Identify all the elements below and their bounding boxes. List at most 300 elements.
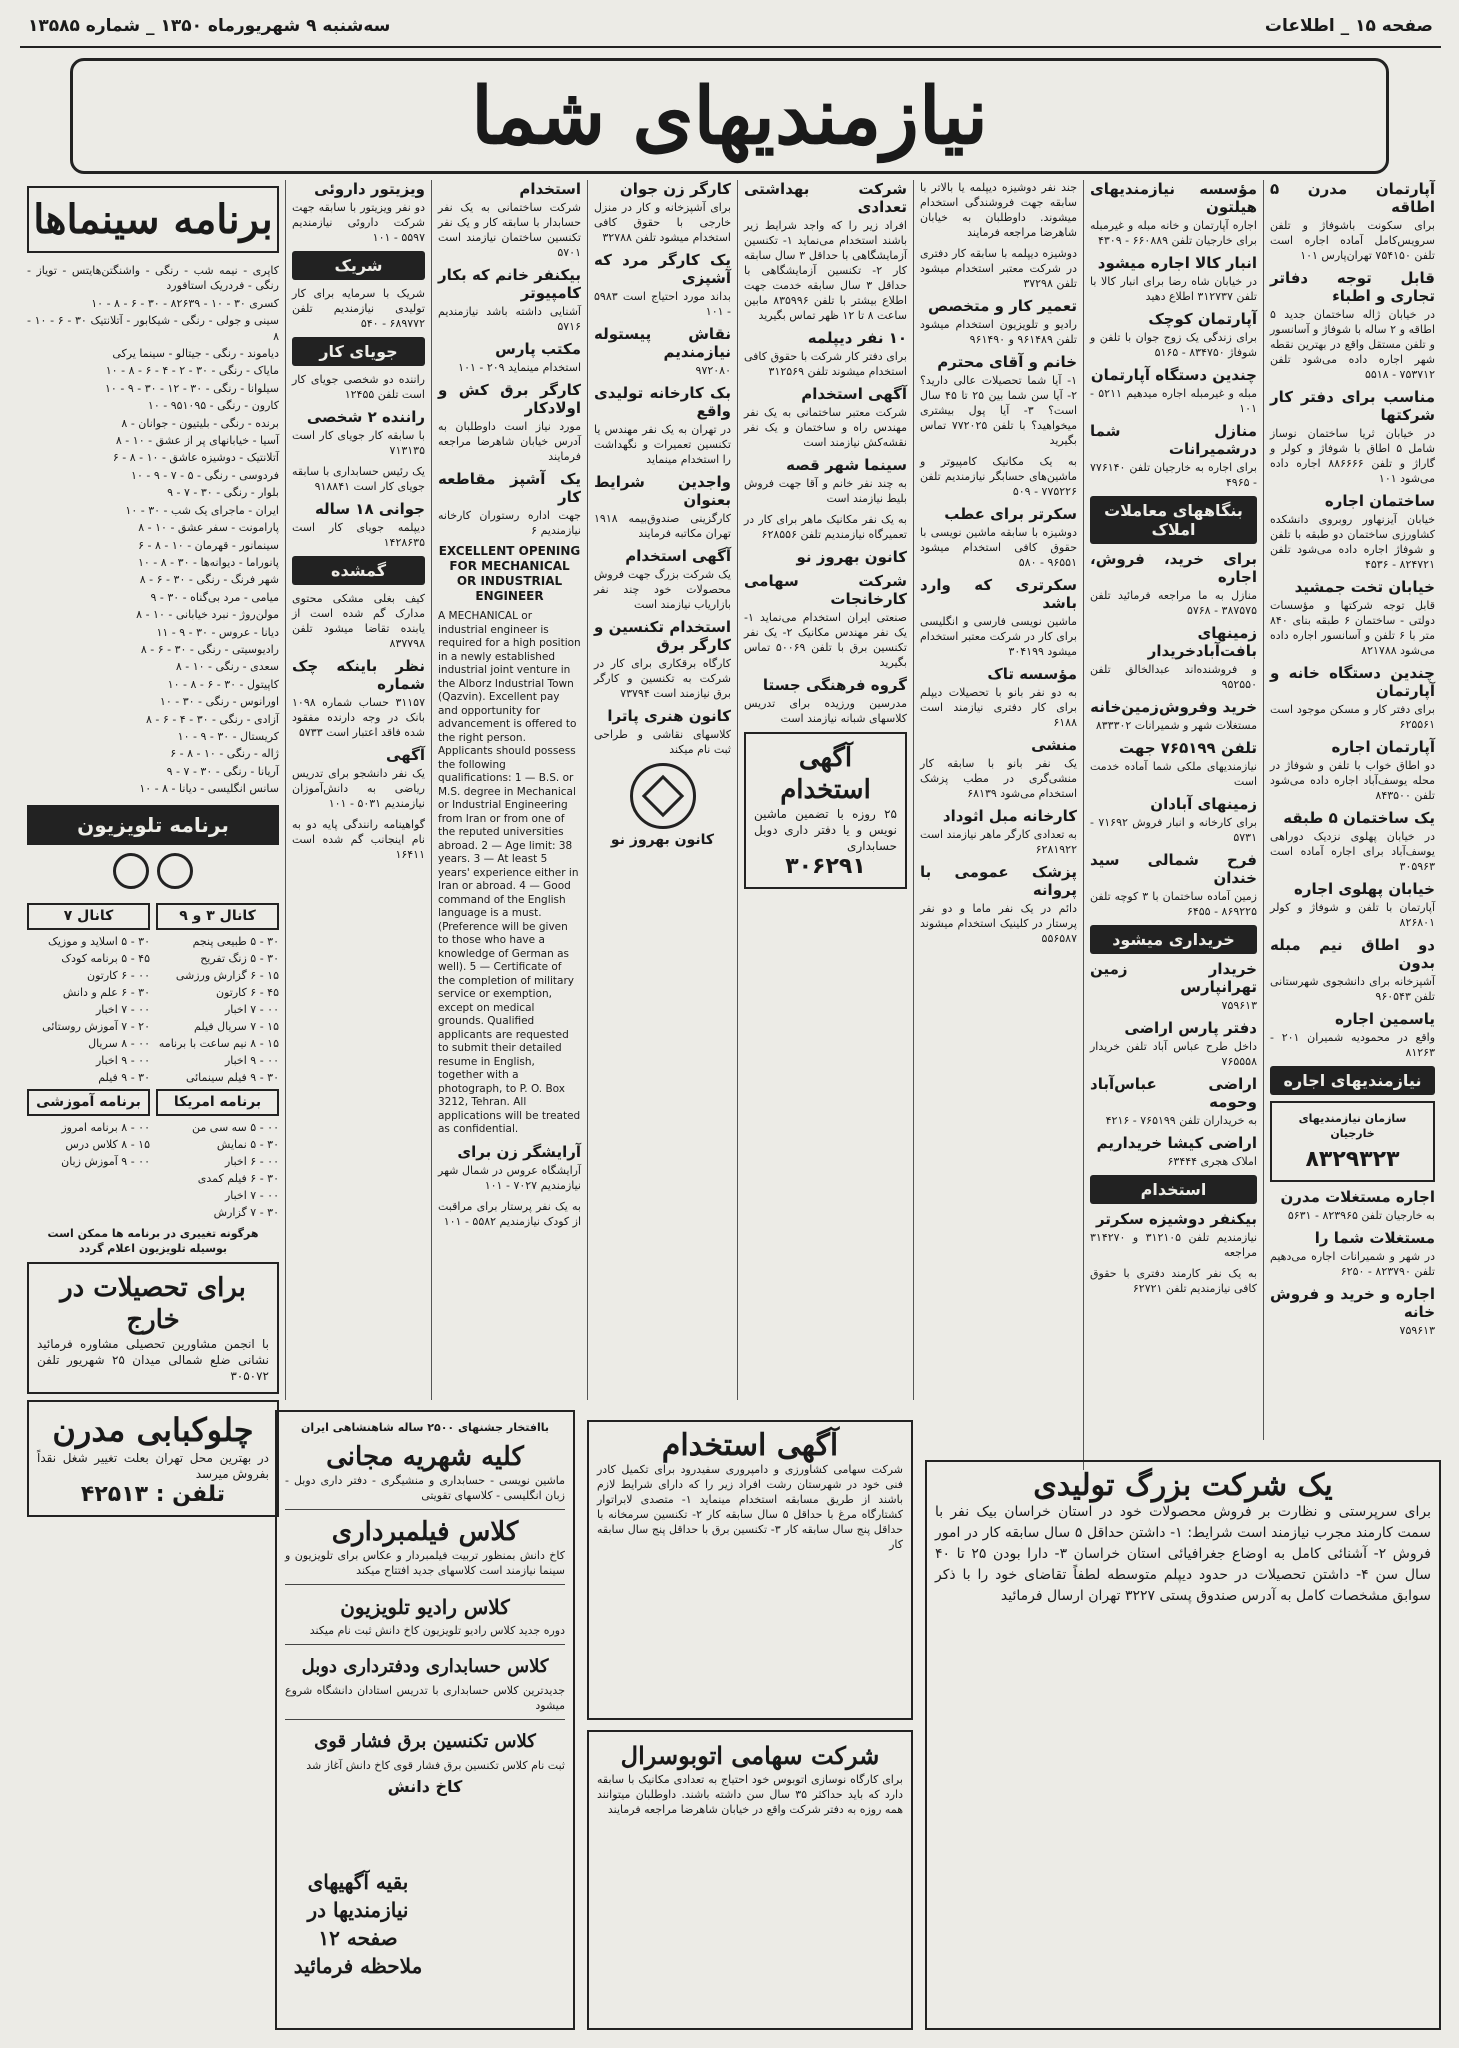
col1-ad-heading: خیابان تخت جمشید (1294, 578, 1435, 596)
logo-caption: کانون بهروز نو (610, 832, 715, 848)
col4-ad-body: صنعتی ایران استخدام می‌نماید ۱- یک نفر مهندس مکانیک ۲- یک نفر تکنسین برق با تلفن ۵۰۰۶۹ تماس بگیرید (744, 611, 907, 669)
col3-ad-9 (920, 807, 1077, 857)
cinema-item: میامی - مرد بی‌گناه - ۳۰ - ۹ (150, 590, 279, 604)
cinema-item: سعدی - رنگی - ۱۰ - ۸ (175, 660, 279, 674)
col5-ad-heading: بک کارخانه تولیدی واقع (594, 384, 731, 420)
ch7-head: کانال ۷ (27, 903, 150, 930)
col5-ad-body: یک شرکت بزرگ جهت فروش محصولات خود چند نفر بازاریاب نیازمند است (594, 568, 731, 611)
ch7-item: ۰۰ - ۸ سریال (88, 1036, 150, 1050)
col1-ad-body: در خیابان ژاله ساختمان جدید ۵ اطاقه و ۲ ساله با شوفاژ و آسانسور و تلفن مستقل واقع در بهترین نقطه شهر اجاره داده می‌شود تلفن ۷۵۳۷۱۲ - ۵۵۱۸ (1270, 308, 1436, 381)
col5-ad-body: برای آشپزخانه و کار در منزل خارجی با حقوق کافی استخدام میشود تلفن ۳۲۷۸۸ (594, 201, 731, 244)
col4-ad-1 (744, 329, 907, 379)
study-abroad-body: با انجمن مشاورین تحصیلی مشاوره فرمائید نشانی ضلع شمالی میدان ۲۵ شهریور تلفن ۳۰۵۰۷۲ (37, 1336, 270, 1383)
col6-ad-0 (438, 180, 581, 260)
col1-ad-heading: قابل توجه دفاتر تجاری و اطباء (1270, 269, 1435, 305)
col2b-ad-0 (1090, 550, 1257, 618)
kabab-head: چلوکبابی مدرن (52, 1410, 254, 1449)
col2-ad-1 (1090, 254, 1257, 304)
cinema-item: مایاک - رنگی - ۳۰ - ۲ - ۴ - ۶ - ۸ - ۱۰ (105, 364, 279, 378)
col7d-ad-body: گواهینامه رانندگی پایه دو به نام اینجانب گم شده است ۱۶۴۱۱ (292, 818, 425, 861)
banner-title: نیازمندیهای شما (471, 70, 988, 162)
col2c-ad-heading: اراضی کیشا خریداریم (1096, 1134, 1257, 1152)
col6-ad-heading: کارگر برق کش و اولادکار (438, 381, 581, 417)
col1-ad-heading: خیابان پهلوی اجاره (1294, 880, 1435, 898)
col5-ad-0 (594, 180, 731, 245)
col3-ad-body: ۱- آیا شما تحصیلات عالی دارید؟ ۲- آیا سن شما بین ۲۵ تا ۴۵ سال است؟ ۳- آیا پول بیشتری میخواهید؟ با تلفن ۷۷۲۰۲۵ تماس بگیرید (920, 374, 1077, 447)
col3-ad-2 (920, 297, 1077, 347)
col6-ad-4 (438, 470, 581, 538)
col6b-ad-heading: آرایشگر زن برای (457, 1142, 581, 1161)
cinema-item: آزادی - رنگی - ۳۰ - ۴ - ۶ - ۸ (146, 712, 279, 726)
col1-ad-5 (1270, 664, 1435, 732)
col7d-ad-0 (292, 591, 425, 651)
col2b-ad-5 (1090, 851, 1257, 919)
col4-ad-heading: آگهی استخدام (801, 385, 907, 403)
col4-ad-body: شرکت معتبر ساختمانی به یک نفر مهندس راه و ساختمان و یک نفر نقشه‌کش نیازمند است (744, 406, 907, 449)
col4-ad-heading: ۱۰ نفر دیپلمه (807, 329, 907, 347)
col1-ad-9 (1270, 936, 1435, 1004)
col3-ad-body: دوشیزه با سابقه ماشین نویسی با حقوق کافی استخدام میشود ۹۶۵۵۱ - ۵۸۰ (920, 526, 1077, 569)
col7d-ad-body: ۳۱۱۵۷ حساب شماره ۱۰۹۸ بانک در وجه دارنده مفقود شده فاقد اعتبار است ۵۷۳۳ (292, 696, 425, 739)
col2c-ad-2 (1090, 1075, 1257, 1128)
col1b-ad-1 (1270, 1229, 1435, 1279)
col1-ad-4 (1270, 578, 1435, 658)
rent-box-phone: ۸۳۲۹۳۲۳ (1305, 1147, 1400, 1172)
col1-ad-10 (1270, 1010, 1435, 1060)
col2b-ad-body: زمین آماده ساختمان با ۳ کوچه تلفن ۸۶۹۲۲۵ - ۶۴۵۵ (1090, 890, 1257, 918)
col3-ad-body: به دو نفر بانو با تحصیلات دیپلم برای کار دفتری نیازمند است ۶۱۸۸ (920, 686, 1077, 729)
col3-ad-body: ماشین نویسی فارسی و انگلیسی برای کار در شرکت معتبر استخدام میشود ۳۰۴۱۹۹ (920, 615, 1077, 658)
col1-ad-body: در خیابان پهلوی نزدیک دوراهی یوسف‌آباد برای اجاره آماده است ۳۰۵۹۶۳ (1270, 830, 1435, 873)
edu-item: ۰۰ - ۹ آموزش زبان (61, 1154, 150, 1168)
cinema-item: کاپیتول - ۳۰ - ۶ - ۸ - ۱۰ (167, 677, 279, 691)
rent-box-body: سازمان نیازمندیهای خارجیان (1298, 1112, 1407, 1140)
tv-logo-icon (27, 853, 279, 893)
cinema-item: بلوار - رنگی - ۳۰ - ۷ - ۹ (167, 486, 279, 500)
us-item: ۳۰ - ۵ نمایش (216, 1137, 279, 1151)
cinema-item: ژاله - رنگی - ۱۰ - ۸ - ۶ (170, 747, 279, 761)
col2d-ad-body: به یک نفر کارمند دفتری با حقوق کافی نیازمندیم تلفن ۶۲۷۲۱ (1090, 1267, 1257, 1295)
col5-ad-3 (594, 384, 731, 467)
col7d-ad-2 (292, 746, 425, 811)
english-ad-body: A MECHANICAL or industrial engineer is required for a high position in a newly established industrial joint venture in the Alborz Industrial Town (Qazvin). Excellent pay and opportunity for advancement is offered to the right person. Applicants should possess the following qualifications: 1 — B.S. or M.S. degree in Mechanical or Industrial Engineering from Iran or from one of the reputed universities abroad. 2 — Age limit: 38 years. 3 — At least 5 years' experience either in Iran or abroad. 4 — Good command of the English language is a must. (Preference will be given to those who have a knowledge of German as well). 5 — Certificate of the completion of military service or exemption, except on medical grounds. Qualified applicants are requested to submit their detailed resume in English, together with a photograph, to P. O. Box 3212, Tehran. All applications will be treated as confidential. (438, 610, 581, 1135)
column-2 (1083, 180, 1263, 1470)
col7b-ad-0 (292, 286, 425, 331)
col3-ad-body: به یک مکانیک کامپیوتر و ماشین‌های حسابگر نیازمندیم تلفن ۷۷۵۲۲۶ - ۵۰۹ (920, 455, 1077, 498)
column-4 (737, 180, 913, 1400)
col5-ad-heading: یک کارگر مرد که آشپزی (594, 251, 731, 287)
col7c-ad-body: راننده دو شخصی جویای کار است تلفن ۱۲۴۵۵ (292, 373, 425, 401)
buying-head: خریداری میشود (1090, 925, 1257, 954)
col7-ad-body: دو نفر ویزیتور با سابقه جهت شرکت داروئی نیازمندیم ۵۵۹۷ - ۱۰۱ (292, 201, 425, 244)
cinema-list (27, 263, 279, 797)
cinema-item: پارامونت - سفر عشق - ۱۰ - ۸ (138, 521, 279, 535)
col1-ad-body: خیابان آیزنهاور روبروی دانشکده کشاورزی ساختمان دو طبقه با تلفن و شوفاژ اجاره داده می‌شود تلفن ۸۲۴۷۲۱ - ۴۵۳۶ (1270, 513, 1435, 571)
col5-ad-1 (594, 251, 731, 319)
col7-ad-heading: ویزیتور داروئی (314, 180, 425, 198)
employment-box-phone: ۳۰۶۲۹۱ (785, 854, 866, 879)
ch7-item: ۳۰ - ۵ اسلاید و موزیک (48, 934, 150, 948)
col3-ad-body: رادیو و تلویزیون استخدام میشود تلفن ۹۶۱۴۸۹ و ۹۶۱۴۹۰ (920, 318, 1077, 346)
col3-ad-heading: سکرتری که وارد باشد (920, 576, 1077, 612)
col3-ad-10 (920, 863, 1077, 946)
col4-ad-0 (744, 180, 907, 323)
col3-ad-heading: پزشک عمومی با پروانه (920, 863, 1077, 899)
col7c-ad-heading: راننده ۲ شخصی (306, 408, 425, 426)
col5-ad-heading: واجدین شرایط بعنوان (594, 473, 731, 509)
col1b-ad-2 (1270, 1285, 1435, 1338)
col5-ad-2 (594, 325, 731, 378)
realestate-head: بنگاههای معاملات املاک (1090, 496, 1257, 544)
employment-box (744, 732, 907, 889)
col7c-ad-2 (292, 464, 425, 494)
col4-ad-body: افراد زیر را که واجد شرایط زیر باشند استخدام می‌نماید ۱- تکنسین آزمایشگاهی با حداقل ۳ سال سابقه کار ۲- تکنسین آزمایشگاهی با حداقل ۳ سال سابقه خدمت جهت اطلاع بیشتر با تلفن ۸۳۵۹۹۶ مابین ساعت ۸ تا ۱۲ ظهر تماس بگیرید (744, 219, 908, 322)
ch9-item: ۳۰ - ۵ زنگ تفریح (200, 951, 279, 965)
col1-ad-heading: مناسب برای دفتر کار شرکتها (1270, 388, 1435, 424)
col7c-ad-0 (292, 372, 425, 402)
col2b-ad-heading: زمینهای بافت‌آبادخریدار (1147, 624, 1257, 660)
cinema-item: دیاموند - رنگی - جیتالو - سینما یرکی (112, 347, 279, 361)
cinema-item: ایران - ماجرای یک شب - ۳۰ - ۱۰ (125, 503, 279, 517)
col6b-ad-body: به یک نفر پرستار برای مراقبت از کودک نیازمندیم ۵۵۸۲ - ۱۰۱ (438, 1199, 581, 1228)
col2d-ad-0 (1090, 1210, 1257, 1260)
ch9-head: کانال ۳ و ۹ (156, 903, 279, 930)
us-item: ۰۰ - ۶ اخبار (224, 1154, 279, 1168)
col5-ad-heading: کارگر زن جوان (619, 180, 731, 198)
ch7-item: ۴۵ - ۵ برنامه کودک (61, 951, 150, 965)
col6-ad-heading: استخدام (519, 180, 581, 198)
col6-ad-body: مورد نیاز است داوطلبان به آدرس خیابان شاهرضا مراجعه فرمایند (438, 420, 581, 463)
col6-ad-body: شرکت ساختمانی به یک نفر حسابدار با سابقه کار و یک نفر تکنسین ساختمان نیازمند است ۵۷۰۱ (438, 201, 581, 259)
col5-ad-7 (594, 707, 731, 757)
col1-ad-1 (1270, 269, 1435, 382)
col7d-ad-body: کیف بغلی مشکی محتوی مدارک گم شده است از یابنده تقاضا میشود تلفن ۸۳۷۷۹۸ (292, 592, 425, 650)
col2c-ad-0 (1090, 960, 1257, 1013)
section-banner (70, 58, 1389, 174)
col2c-ad-body: به خریداران تلفن ۷۶۵۱۹۹ - ۴۲۱۶ (1105, 1114, 1257, 1127)
col4-ad-heading: گروه فرهنگی جستا (762, 676, 907, 694)
col1b-ad-heading: مستغلات شما را (1314, 1229, 1435, 1247)
cinema-item: رادیوسیتی - رنگی - ۳۰ - ۶ - ۸ (140, 642, 279, 656)
col1-ad-heading: ساختمان اجاره (1324, 492, 1435, 510)
us-item: ۰۰ - ۵ سه سی من (192, 1120, 279, 1134)
col2-ad-2 (1090, 310, 1257, 360)
cinema-item: کاپری - نیمه شب - رنگی - واشنگتن‌هایتس - تویاز - رنگی - فردریک استافورد (27, 264, 279, 293)
col2c-ad-heading: اراضی عباس‌آباد وحومه (1090, 1075, 1257, 1111)
col1-ad-3 (1270, 492, 1435, 572)
col2-ad-heading: چندین دستگاه آپارتمان (1090, 366, 1257, 384)
col1-ad-body: برای سکونت باشوفاژ و تلفن سرویس‌کامل آماده اجاره است تلفن ۷۵۴۱۵۰ تهران‌پارس ۱۰۱ (1270, 219, 1435, 262)
issue-date: سه‌شنبه ۹ شهریورماه ۱۳۵۰ _ شماره ۱۳۵۸۵ (28, 16, 391, 36)
col1-ad-body: برای دفتر کار و مسکن موجود است ۶۲۵۵۶۱ (1270, 703, 1435, 731)
column-3-bottom (913, 1410, 1083, 1450)
cinema-item: آتلانتیک - دوشیزه عاشق - ۱۰ - ۸ - ۶ (112, 451, 279, 465)
col6b-ad-0 (438, 1143, 581, 1193)
col7c-ad-1 (292, 408, 425, 458)
autobus-body: برای کارگاه نوسازی اتوبوس خود احتیاج به تعدادی مکانیک با سابقه دارد که باید حداکثر ۳۵ سال سن داشته باشند. داوطلبان میتوانند همه روزه به دفتر شرکت واقع در خیابان شاهرضا مراجعه فرمایند (597, 1773, 904, 1816)
us-item: ۳۰ - ۶ فیلم کمدی (197, 1171, 279, 1185)
kabab-phone: تلفن : ۴۲۵۱۳ (80, 1481, 226, 1507)
col3-ad-body: جند نفر دوشیزه دیپلمه یا بالاتر با سابقه جهت فروشندگی استخدام میشوند. داوطلبان به خیابان شاهرضا مراجعه فرمایند (920, 181, 1077, 239)
tv-title: برنامه تلویزیون (27, 805, 279, 845)
ch7-item: ۳۰ - ۹ فیلم (98, 1070, 150, 1084)
col2-ad-heading: منازل شما درشمیرانات (1090, 422, 1257, 458)
col3-ad-heading: مؤسسه تاک (987, 665, 1077, 683)
cinema-item: سانس انگلیسی - دیانا - ۸ - ۱۰ (139, 782, 279, 796)
col2-ad-4 (1090, 422, 1257, 490)
col1-ad-body: واقع در محمودیه شمیران ۲۰۱ - ۸۱۲۶۳ (1270, 1031, 1436, 1059)
col2b-ad-4 (1090, 795, 1257, 845)
partner-head: شریک (292, 251, 425, 280)
ch7-item: ۲۰ - ۷ آموزش روستائی (42, 1019, 150, 1033)
cinema-item: دیانا - عروس - ۳۰ - ۹ - ۱۱ (156, 625, 279, 639)
col1b-ad-heading: اجاره مستغلات مدرن (1280, 1188, 1435, 1206)
col3-ad-body: دوشیزه دیپلمه با سابقه کار دفتری در شرکت معتبر استخدام میشود تلفن ۳۷۲۹۸ (920, 247, 1077, 290)
col3-ad-heading: کارخانه مبل اثوداد (942, 807, 1077, 825)
col3-ad-body: یک نفر بانو با سابقه کار منشی‌گری در مطب پزشک استخدام می‌شود ۶۸۱۳۹ (920, 757, 1077, 800)
employment-box-body: ۲۵ روزه با تضمین ماشین نویس و یا دفتر داری دوبل حسابداری (754, 807, 897, 853)
col2b-ad-body: منازل به ما مراجعه فرمائید تلفن ۳۸۷۵۷۵ - ۵۷۶۸ (1090, 589, 1257, 617)
col1-ad-heading: چندین دستگاه خانه و آپارتمان (1270, 664, 1435, 700)
col5-ad-heading: نقاش پیستوله نیازمندیم (594, 325, 731, 361)
col1-ad-7 (1270, 809, 1435, 874)
col3-ad-5 (920, 505, 1077, 570)
cinema-item: آسیا - خیابانهای پر از عشق - ۱۰ - ۸ (115, 434, 279, 448)
col5-ad-body: کارگاه برقکاری برای کار در شرکت به تکنسین و کارگر برق نیازمند است ۷۳۷۹۴ (594, 657, 731, 700)
radio-body: دوره جدید کلاس رادیو تلویزیون کاخ دانش ثبت نام میکند (309, 1624, 565, 1637)
col5-ad-body: بداند مورد احتیاج است ۵۹۸۳ - ۱۰۱ (594, 290, 731, 318)
column-6 (431, 180, 587, 1400)
cinema-item: مولن‌روژ - نبرد خیابانی - ۱۰ - ۸ (136, 608, 279, 622)
cinema-item: اورانوس - رنگی - ۳۰ - ۱۰ (159, 695, 279, 709)
sefidrood-body: شرکت سهامی کشاورزی و دامپروری سفیدرود برای تکمیل کادر فنی خود در شهرستان رشت افراد زیر را که دارای شرایط لازم باشند از طریق مسابقه استخدام مینماید ۱- متصدی لابراتوار کشتارگاه مرغ با حداقل ۵ سال سابقه کار ۲- تکنسین سرمخانه با حداقل پنج سال سابقه کار ۳- تکنسین برق با حداقل پنج سال سابقه کار (597, 1463, 904, 1551)
col6-ad-heading: یک آشپز مقاطعه کار (438, 470, 581, 506)
kakh-name: کاخ دانش (387, 1777, 463, 1796)
cinema-item: کسری ۳۰ - ۱۰ - ۸۲۶۳۹ - ۳۰ - ۶ - ۸ - ۱۰ (91, 296, 279, 310)
jobseeker-head: جویای کار (292, 337, 425, 366)
cinema-item: کارون - رنگی - ۹۵۱۰۹۵ - ۱۰ (147, 399, 279, 413)
col1-ad-0 (1270, 180, 1435, 263)
col1b-ad-body: ۷۵۹۶۱۳ (1399, 1324, 1435, 1337)
col7d-ad-3 (292, 817, 425, 862)
english-ad-head: EXCELLENT OPENING FOR MECHANICAL OR INDUSTRIAL ENGINEER (438, 544, 581, 603)
col2b-ad-body: نیازمندیهای ملکی شما آماده خدمت است (1090, 760, 1257, 788)
column-7 (285, 180, 431, 1400)
big-company-head: یک شرکت بزرگ تولیدی (1033, 1468, 1333, 1503)
col6-ad-2 (438, 340, 581, 375)
page-label: صفحه ۱۵ _ اطلاعات (1264, 16, 1433, 36)
reference-head: بقیه آگهیهای نیازمندیها در صفحه ۱۲ ملاحظه فرمائید (293, 1870, 423, 1978)
col5-ad-heading: آگهی استخدام (625, 547, 731, 565)
col2b-ad-heading: برای خرید، فروش، اجاره (1090, 550, 1257, 586)
col4-ad-body: به یک نفر مکانیک ماهر برای کار در تعمیرگاه نیازمندیم تلفن ۶۲۸۵۵۶ (744, 513, 907, 541)
col7c-ad-heading: جوانی ۱۸ ساله (314, 500, 425, 518)
col4-ad-heading: شرکت سهامی کارخانجات (744, 572, 907, 608)
col3-ad-heading: خانم و آقای محترم (937, 353, 1077, 371)
col6-ad-1 (438, 266, 581, 334)
col2c-ad-body: داخل طرح عباس آباد تلفن خریدار ۷۶۵۵۵۸ (1090, 1040, 1257, 1068)
rent-box-head: نیازمندیهای اجاره (1270, 1066, 1435, 1095)
ch9-item: ۱۵ - ۸ نیم ساعت با برنامه (158, 1036, 279, 1050)
col5-ad-body: کلاسهای نقاشی و طراحی ثبت نام میکند (594, 728, 731, 756)
sefidrood-head: آگهی استخدام (661, 1428, 839, 1463)
col3-ad-6 (920, 576, 1077, 659)
col1b-ad-body: به خارجیان تلفن ۸۲۳۹۶۵ - ۵۶۳۱ (1287, 1209, 1435, 1222)
col2b-ad-1 (1090, 624, 1257, 692)
col3-ad-heading: منشی (1031, 736, 1077, 754)
ch9-item: ۰۰ - ۹ اخبار (224, 1053, 279, 1067)
col1-ad-body: قابل توجه شرکتها و مؤسسات دولتی - ساختمان ۶ طبقه بنای ۸۴۰ متر با ۶ تلفن و آسانسور اجاره داده می‌شود ۸۲۱۷۸۸ (1270, 599, 1435, 657)
col1-ad-heading: آپارتمان مدرن ۵ اطاقه (1270, 180, 1435, 216)
col3-ad-body: دائم در یک نفر ماما و دو نفر پرستار در کلینیک استخدام میشوند ۵۵۶۵۸۷ (920, 902, 1077, 945)
col2-ad-heading: آپارتمان کوچک (1148, 310, 1257, 328)
ch9-item: ۳۰ - ۹ فیلم سینمائی (185, 1070, 279, 1084)
col1-ad-body: آپارتمان با تلفن و شوفاژ و کولر ۸۲۶۸۰۱ (1270, 901, 1435, 929)
col4-ad-3 (744, 456, 907, 506)
col4-ad-4 (744, 512, 907, 542)
col3-ad-body: به تعدادی کارگر ماهر نیازمند است ۶۲۸۱۹۲۲ (920, 828, 1077, 856)
col7d-ad-heading: آگهی (386, 746, 425, 764)
col4-ad-2 (744, 385, 907, 450)
col5-ad-4 (594, 473, 731, 541)
col2-ad-heading: مؤسسه نیازمندیهای هیلتون (1090, 180, 1257, 216)
col5-ad-6 (594, 618, 731, 701)
col1b-ad-body: در شهر و شمیرانات اجاره می‌دهیم تلفن ۸۲۳۷۹۰ - ۶۲۵۰ (1270, 1250, 1435, 1278)
column-8 (21, 180, 285, 2040)
tech-body: ثبت نام کلاس تکنسین برق فشار قوی کاخ دانش آغاز شد (306, 1759, 565, 1772)
edu-item: ۱۵ - ۸ کلاس درس (65, 1137, 150, 1151)
ch9-item: ۳۰ - ۵ طبیعی پنجم (192, 934, 279, 948)
col6b-ad-1 (438, 1199, 581, 1229)
col1-ad-6 (1270, 738, 1435, 803)
col4-ad-heading: شرکت بهداشتی تعدادی (744, 180, 907, 216)
col4-ad-heading: سینما شهر قصه (786, 456, 907, 474)
col4-ad-body: برای دفتر کار شرکت با حقوق کافی استخدام میشوند تلفن ۳۱۲۵۶۹ (744, 350, 907, 378)
kanoon-logo-icon (630, 763, 696, 829)
employment-box-head: آگهی استخدام (780, 743, 871, 805)
column-5 (587, 180, 737, 1400)
col4-ad-heading: کانون بهروز نو (796, 548, 907, 566)
study-abroad-ad (27, 1262, 279, 1394)
sefidrood-ad (587, 1420, 913, 1720)
col2c-ad-heading: دفتر پارس اراضی (1124, 1019, 1257, 1037)
col7-ad-0 (292, 180, 425, 245)
us-head: برنامه امریکا (156, 1089, 279, 1116)
col7b-ad-body: شریک با سرمایه برای کار تولیدی نیازمندیم تلفن ۶۸۹۷۷۲ - ۵۴۰ (292, 287, 425, 330)
col3-ad-heading: تعمیر کار و متخصص (927, 297, 1077, 315)
col5-ad-heading: استخدام تکنسین و کارگر برق (594, 618, 731, 654)
col6-ad-body: جهت اداره رستوران کارخانه نیازمندیم ۶ (438, 509, 581, 537)
edu-head: برنامه آموزشی (27, 1089, 150, 1116)
ch9-item: ۱۵ - ۶ گزارش ورزشی (175, 968, 279, 982)
col1b-ad-heading: اجاره و خرید و فروش خانه (1270, 1285, 1435, 1321)
kakh-head: کلیه شهریه مجانی (326, 1442, 524, 1472)
col1-ad-2 (1270, 388, 1435, 486)
tech-head: کلاس تکنسین برق فشار قوی (314, 1731, 536, 1752)
film-body: کاخ دانش بمنظور تربیت فیلمبردار و عکاس برای تلویزیون و سینما نیازمند است کلاسهای جدید افتتاح میکند (285, 1549, 565, 1577)
col2d-ad-1 (1090, 1266, 1257, 1296)
cinema-item: پانوراما - دیوانه‌ها - ۳۰ - ۸ - ۱۰ (137, 555, 279, 569)
hesab-head: کلاس حسابداری ودفترداری دوبل (301, 1656, 549, 1677)
col3-ad-7 (920, 665, 1077, 730)
hesab-body: جدیدترین کلاس حسابداری با تدریس استادان دانشگاه شروع میشود (285, 1684, 565, 1712)
ch7-item: ۰۰ - ۹ اخبار (95, 1053, 150, 1067)
col2-ad-body: اجاره آپارتمان و خانه مبله و غیرمبله برای خارجیان تلفن ۶۶۰۸۸۹ - ۴۳۰۹ (1090, 219, 1257, 247)
kabab-body: در بهترین محل تهران بعلت تغییر شغل نقداً بفروش میرسد (37, 1450, 269, 1481)
rent-box (1270, 1101, 1435, 1182)
col3-ad-0 (920, 180, 1077, 240)
col3-ad-1 (920, 246, 1077, 291)
col1-ad-body: دو اطاق خواب با تلفن و شوفاژ در محله یوسف‌آباد اجاره داده می‌شود تلفن ۸۴۳۵۰۰ (1270, 759, 1435, 802)
col2b-ad-heading: زمینهای آبادان (1150, 795, 1257, 813)
ch7-item: ۰۰ - ۶ کارتون (87, 968, 150, 982)
col2-ad-heading: انبار کالا اجاره میشود (1097, 254, 1257, 272)
col6-ad-body: آشنایی داشته باشد نیازمندیم ۵۷۱۶ (438, 305, 581, 333)
film-head: کلاس فیلمبرداری (331, 1517, 519, 1547)
big-company-body: برای سرپرستی و نظارت بر فروش محصولات خود در استان خراسان بیک نفر با سمت کارمند مجرب نیازمند است شرایط: ۱- داشتن حداقل ۵ سال سابقه کار در امور فروش ۲- آشنائی کامل به اوضاع جغرافیائی استان خراسان ۳- دارا بودن ۲۵ تا ۴۰ سال سن ۴- داشتن تحصیلات در حدود دیپلم متوسطه لطفاً تقاضای خود را با ذکر سوابق مشخصات کامل به آدرس صندوق پستی ۳۲۲۷ تهران ارسال فرمائید (935, 1504, 1432, 1604)
col1-ad-8 (1270, 880, 1435, 930)
col2c-ad-body: املاک هجری ۶۳۴۴۴ (1167, 1155, 1257, 1168)
col2-ad-body: مبله و غیرمبله اجاره میدهیم ۵۲۱۱ - ۱۰۱ (1090, 387, 1257, 415)
col5-ad-body: در تهران به یک نفر مهندس یا تکنسین تعمیرات و نگهداشت را استخدام مینماید (594, 423, 731, 466)
col6-ad-heading: بیکنفر خانم که بکار کامپیوتر (438, 266, 581, 302)
col2d-ad-body: نیازمندیم تلفن ۳۱۲۱۰۵ و ۳۱۴۲۷۰ مراجعه (1090, 1231, 1258, 1259)
col5-ad-body: ۹۷۲۰۸۰ (695, 364, 731, 377)
col2-ad-body: برای اجاره به خارجیان تلفن ۷۷۶۱۴۰ - ۴۹۶۵ (1090, 461, 1257, 489)
col1b-ad-0 (1270, 1188, 1435, 1223)
col2c-ad-1 (1090, 1019, 1257, 1069)
col6b-ad-body: آرایشگاه عروس در شمال شهر نیازمندیم ۷۰۲۷ - ۱۰۱ (438, 1163, 581, 1192)
study-abroad-head: برای تحصیلات در خارج (60, 1272, 246, 1335)
col5-ad-5 (594, 547, 731, 612)
lost-head: گمشده (292, 556, 425, 585)
col2c-ad-body: ۷۵۹۶۱۳ (1221, 999, 1257, 1012)
cinema-item: سیلوانا - رنگی - ۳۰ - ۱۲ - ۳۰ - ۹ - ۱۰ (105, 381, 279, 395)
col7c-ad-body: دیپلمه جویای کار است ۱۴۲۸۶۳۵ (292, 521, 425, 549)
col1-ad-heading: دو اطاق نیم مبله بدون (1270, 936, 1435, 972)
edu-item: ۰۰ - ۸ برنامه امروز (61, 1120, 150, 1134)
col2b-ad-body: برای کارخانه و انبار فروش ۷۱۶۹۲ - ۵۷۳۱ (1090, 816, 1257, 844)
ch9-item: ۴۵ - ۶ کارتون (216, 985, 279, 999)
col4-ad-5 (744, 548, 907, 566)
big-company-ad (925, 1460, 1441, 2030)
cinema-item: سینی و جولی - رنگی - شیکابور - آتلانتیک ۳۰ - ۶ - ۱۰ - ۸ (27, 314, 279, 343)
column-1 (1263, 180, 1441, 1440)
col1-ad-body: در خیابان ثریا ساختمان نوساز شامل ۵ اطاق با شوفاژ و کولر و گاراژ و تلفن ۸۸۶۶۶۶ اجاره داده می‌شود ۱۰۱ (1270, 427, 1435, 485)
col4-ad-6 (744, 572, 907, 670)
cinema-item: برنده - رنگی - بلیتیون - جوانان - ۸ (121, 416, 279, 430)
col2b-ad-heading: تلفن ۷۶۵۱۹۹ جهت (1118, 739, 1257, 757)
col3-ad-3 (920, 353, 1077, 448)
col3-ad-heading: سکرتر برای عطب (944, 505, 1077, 523)
col2d-ad-heading: بیکنفر دوشیزه سکرتر (1095, 1210, 1257, 1228)
col4-ad-7 (744, 676, 907, 726)
radio-head: کلاس رادیو تلویزیون (340, 1595, 510, 1619)
col3-ad-8 (920, 736, 1077, 801)
col2b-ad-body: مستغلات شهر و شمیرانات ۸۳۳۳۰۲ (1095, 719, 1257, 732)
col7d-ad-heading: نظر باینکه چک شماره (292, 657, 425, 693)
col7c-ad-body: با سابقه کار جویای کار است ۷۱۳۱۳۵ (292, 429, 425, 457)
col2c-ad-heading: خریدار زمین تهرانپارس (1090, 960, 1257, 996)
cinema-item: آریانا - رنگی - ۳۰ - ۷ - ۹ (166, 764, 279, 778)
col1-ad-heading: یک ساختمان ۵ طبقه (1283, 809, 1435, 827)
col6-ad-heading: مکتب پارس (495, 340, 581, 358)
autobus-head: شرکت سهامی اتوبوسرال (620, 1741, 880, 1770)
col2c-ad-3 (1090, 1134, 1257, 1169)
col2b-ad-heading: فرح شمالی سید خندان (1090, 851, 1257, 887)
reference-ad (285, 1860, 431, 2030)
cinema-item: کریستال - ۳۰ - ۹ - ۱۰ (177, 729, 279, 743)
